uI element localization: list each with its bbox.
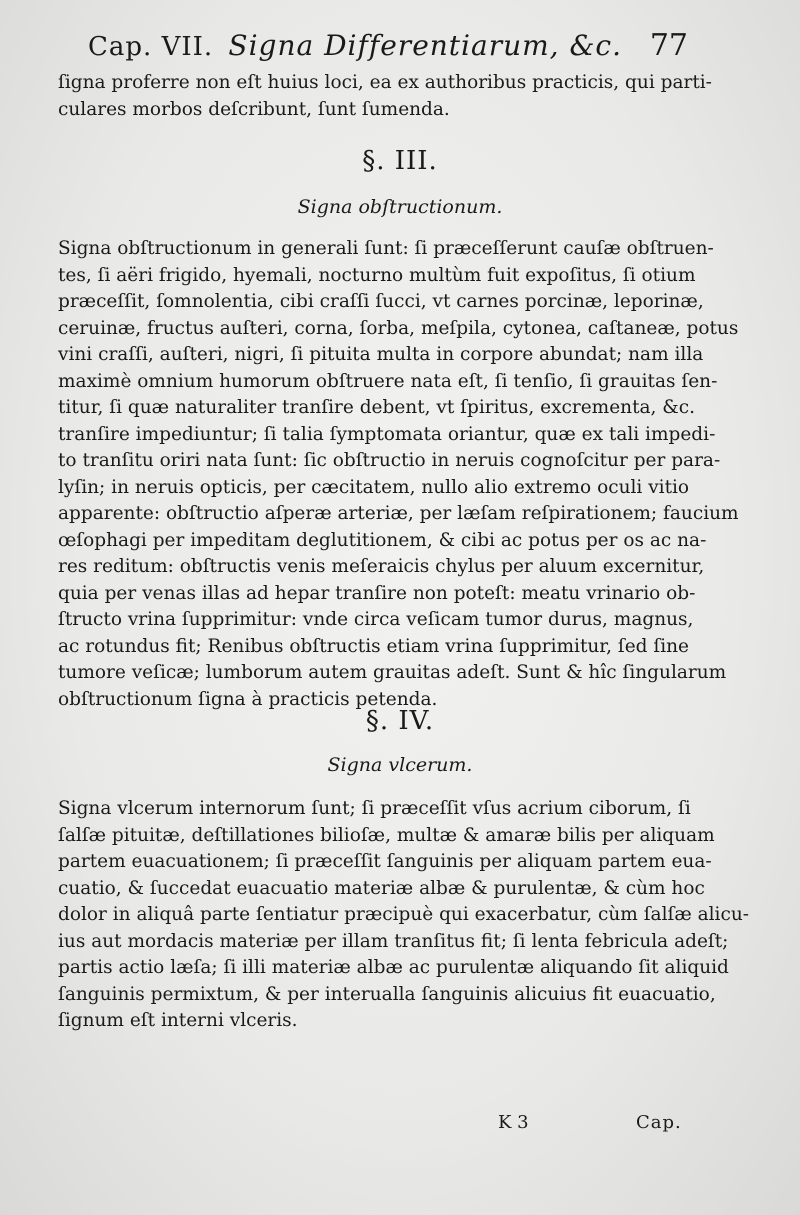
text-line: Signa vlcerum internorum ſunt; ſi præceſſit vſus acrium ciborum, ſi: [58, 798, 691, 819]
section-3-paragraph: [58, 236, 739, 713]
text-line: ſignum eſt interni vlceris.: [58, 1010, 298, 1031]
text-line: obſtructionum ſigna à practicis petenda.: [58, 688, 438, 710]
text-line: partem euacuationem; ſi præceſſit ſanguinis per aliquam partem eua-: [58, 851, 712, 872]
text-line: ceruinæ, fructus auſteri, corna, ſorba, meſpila, cytonea, caſtaneæ, potus: [58, 317, 739, 339]
section-subtitle-4: Signa vlcerum.: [327, 754, 473, 776]
text-line: ſigna proferre non eſt huius loci, ea ex authoribus practicis, qui parti-: [58, 72, 712, 93]
signature-mark: K 3: [498, 1112, 529, 1133]
text-line: culares morbos deſcribunt, ſunt ſumenda.: [58, 98, 450, 120]
text-line: ſtructo vrina ſupprimitur: vnde circa veſicam tumor durus, magnus,: [58, 609, 694, 630]
section-subtitle-3: Signa obſtructionum.: [297, 196, 503, 218]
text-line: ac rotundus fit; Renibus obſtructis etiam vrina ſupprimitur, ſed ſine: [58, 635, 690, 657]
text-line: quia per venas illas ad hepar tranſire non poteſt: meatu vrinario ob-: [58, 582, 696, 604]
catchword: Cap.: [636, 1112, 682, 1133]
text-line: dolor in aliquâ parte ſentiatur præcipuè qui exacerbatur, cùm ſalſæ alicu-: [58, 904, 749, 925]
text-line: lyſin; in neruis opticis, per cæcitatem, nullo alio extremo oculi vitio: [58, 476, 690, 498]
text-line: Signa obſtructionum in generali ſunt: ſi præceſſerunt cauſæ obſtruen-: [58, 238, 714, 259]
text-line: tes, ſi aëri frigido, hyemali, nocturno multùm fuit expoſitus, ſi otium: [58, 264, 696, 286]
text-line: cuatio, & ſuccedat euacuatio materiæ albæ & purulentæ, & cùm hoc: [58, 877, 705, 899]
section-heading-3: §. III.: [362, 146, 438, 176]
text-line: titur, ſi quæ naturaliter tranſire debent, vt ſpiritus, excrementa, &c.: [58, 397, 696, 418]
intro-paragraph: [58, 70, 712, 123]
page-number: 77: [649, 28, 688, 63]
header-left: [88, 29, 622, 62]
text-line: vini craſſi, auſteri, nigri, ſi pituita multa in corpore abundat; nam illa: [58, 344, 704, 365]
text-line: apparente: obſtructio aſperæ arteriæ, per læſam reſpirationem; faucium: [58, 503, 739, 524]
section-heading-4: §. IV.: [365, 706, 435, 736]
text-line: œſophagi per impeditam deglutitionem, & cibi ac potus per os ac na-: [58, 529, 707, 551]
text-line: tranſire impediuntur; ſi talia ſymptomata oriantur, quæ ex tali impedi-: [58, 423, 716, 445]
text-line: partis actio læſa; ſi illi materiæ albæ ac purulentæ aliquando ſit aliquid: [58, 957, 729, 978]
running-header: [88, 28, 688, 63]
chapter-label: Cap. VII.: [88, 32, 214, 62]
text-line: res reditum: obſtructis venis meſeraicis chylus per aluum excernitur,: [58, 556, 705, 577]
text-line: tumore veſicæ; lumborum autem grauitas adeſt. Sunt & hîc ſingularum: [58, 662, 727, 683]
running-title: Signa Differentiarum, &c.: [228, 29, 622, 62]
text-line: maximè omnium humorum obſtruere nata eſt, ſi tenſio, ſi grauitas ſen-: [58, 370, 718, 392]
section-4-paragraph: [58, 796, 749, 1035]
text-line: to tranſitu oriri nata ſunt: ſic obſtructio in neruis cognoſcitur per para-: [58, 450, 721, 471]
text-line: præceſſit, ſomnolentia, cibi craſſi ſucci, vt carnes porcinæ, leporinæ,: [58, 291, 704, 312]
text-line: ſanguinis permixtum, & per interualla ſanguinis alicuius fit euacuatio,: [58, 983, 716, 1005]
text-line: ius aut mordacis materiæ per illam tranſitus fit; ſi lenta febricula adeſt;: [58, 930, 729, 952]
text-line: ſalſæ pituitæ, deſtillationes bilioſæ, multæ & amaræ bilis per aliquam: [58, 824, 715, 846]
